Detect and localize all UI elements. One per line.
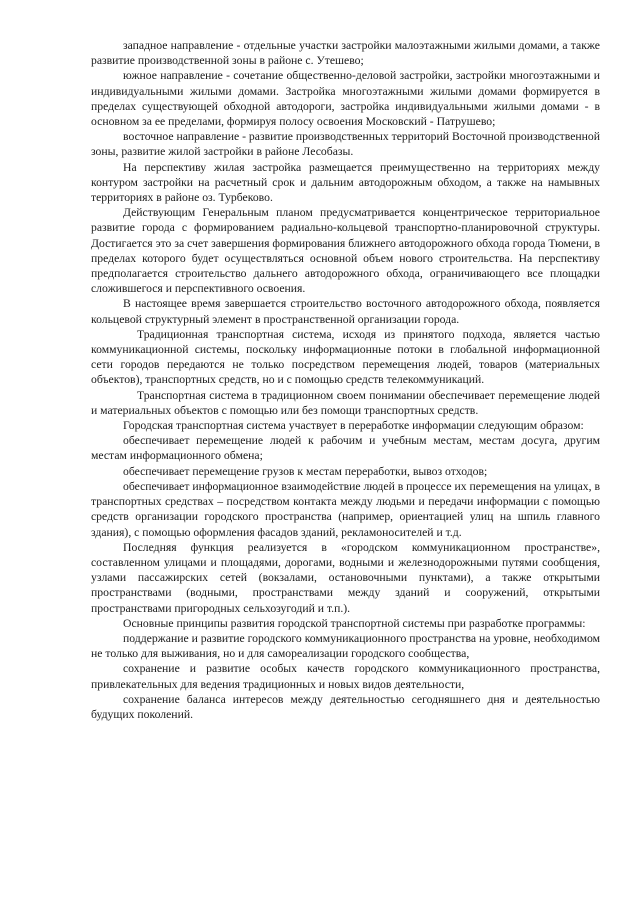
paragraph-general-plan: Действующим Генеральным планом предусматривается концентрическое территориальное развитие города с формированием радиально-кольцевой транспортно-планировочной структуры. Достигается это за счет завершения формирования ближнего автодорожного обхода города Тюмени, в пределах которого будет осуществляться основной объем нового строительства. На перспективу предполагается строительство дальнего автодорожного обхода, ограничивающего все площадки сложившегося и перспективного освоения.	[91, 206, 600, 296]
list-item-information-interaction: обеспечивает информационное взаимодействие людей в процессе их перемещения на улицах, в транспортных средствах – посредством контакта между людьми и передачи информации с помощью средств организации городского пространства (например, ориентацией улиц на шпиль главного здания), с помощью оформления фасадов зданий, рекламоносителей и т.д.	[91, 479, 600, 539]
paragraph-south-direction: южное направление - сочетание общественно-деловой застройки, застройки многоэтажными и индивидуальными жилыми домами. Застройка многоэтажными жилыми домами формируется в пределах существующей обходной автодороги, застройка индивидуальными жилыми домами - в основном за ее пределами, формируя полосу освоения Московский - Патрушево;	[91, 69, 600, 129]
paragraph-city-transport: Городская транспортная система участвует в переработке информации следующим образом:	[123, 419, 584, 433]
paragraph-perspective-housing: На перспективу жилая застройка размещается преимущественно на территориях между контуром застройки на расчетный срок и дальним автодорожным обходом, а также на намывных территориях в районе оз. Турбеково.	[91, 160, 600, 205]
paragraph-principles: Основные принципы развития городской транспортной системы при разработке программы:	[123, 616, 586, 630]
paragraph-transport-system: Транспортная система в традиционном своем понимании обеспечивает перемещение людей и материальных объектов с помощью или без помощи транспортных средств.	[91, 388, 600, 417]
list-item-principle-balance: сохранение баланса интересов между деятельностью сегодняшнего дня и деятельностью будущих поколений.	[91, 692, 600, 721]
list-item-principle-preserve: сохранение и развитие особых качеств городского коммуникационного пространства, привлекательных для ведения традиционных и новых видов деятельности,	[91, 662, 600, 691]
paragraph-traditional-transport: Традиционная транспортная система, исходя из принятого подхода, является частью коммуникационной системы, поскольку информационные потоки в глобальной информационной сети городов передаются не только посредством перемещения людей, товаров (материальных объектов), транспортных средств, но и с помощью средств телекоммуникаций.	[91, 327, 600, 387]
list-item-people-movement: обеспечивает перемещение людей к рабочим и учебным местам, местам досуга, другим местам информационного обмена;	[91, 434, 600, 463]
paragraph-eastern-bypass: В настоящее время завершается строительство восточного автодорожного обхода, появляется кольцевой структурный элемент в пространственной организации города.	[91, 297, 600, 326]
paragraph-west-direction: западное направление - отдельные участки застройки малоэтажными жилыми домами, а также развитие производственной зоны в районе с. Утешево;	[91, 39, 600, 68]
list-item-principle-support: поддержание и развитие городского коммуникационного пространства на уровне, необходимом не только для выживания, но и для самореализации городского сообщества,	[91, 631, 600, 661]
paragraph-east-direction: восточное направление - развитие производственных территорий Восточной производственной зоны, развитие жилой застройки в районе Лесобазы.	[91, 130, 600, 159]
list-item-cargo-movement: обеспечивает перемещение грузов к местам переработки, вывоз отходов;	[123, 464, 488, 478]
paragraph-communication-space: Последняя функция реализуется в «городском коммуникационном пространстве», составленном улицами и площадями, дорогами, водными и железнодорожными путями сообщения, узлами пассажирских сетей (вокзалами, остановочными пунктами), а также открытыми пространствами (водными, пространствами между зданий и сооружений, открытыми пространствами пригородных сельхозугодий и т.п.).	[91, 540, 600, 615]
